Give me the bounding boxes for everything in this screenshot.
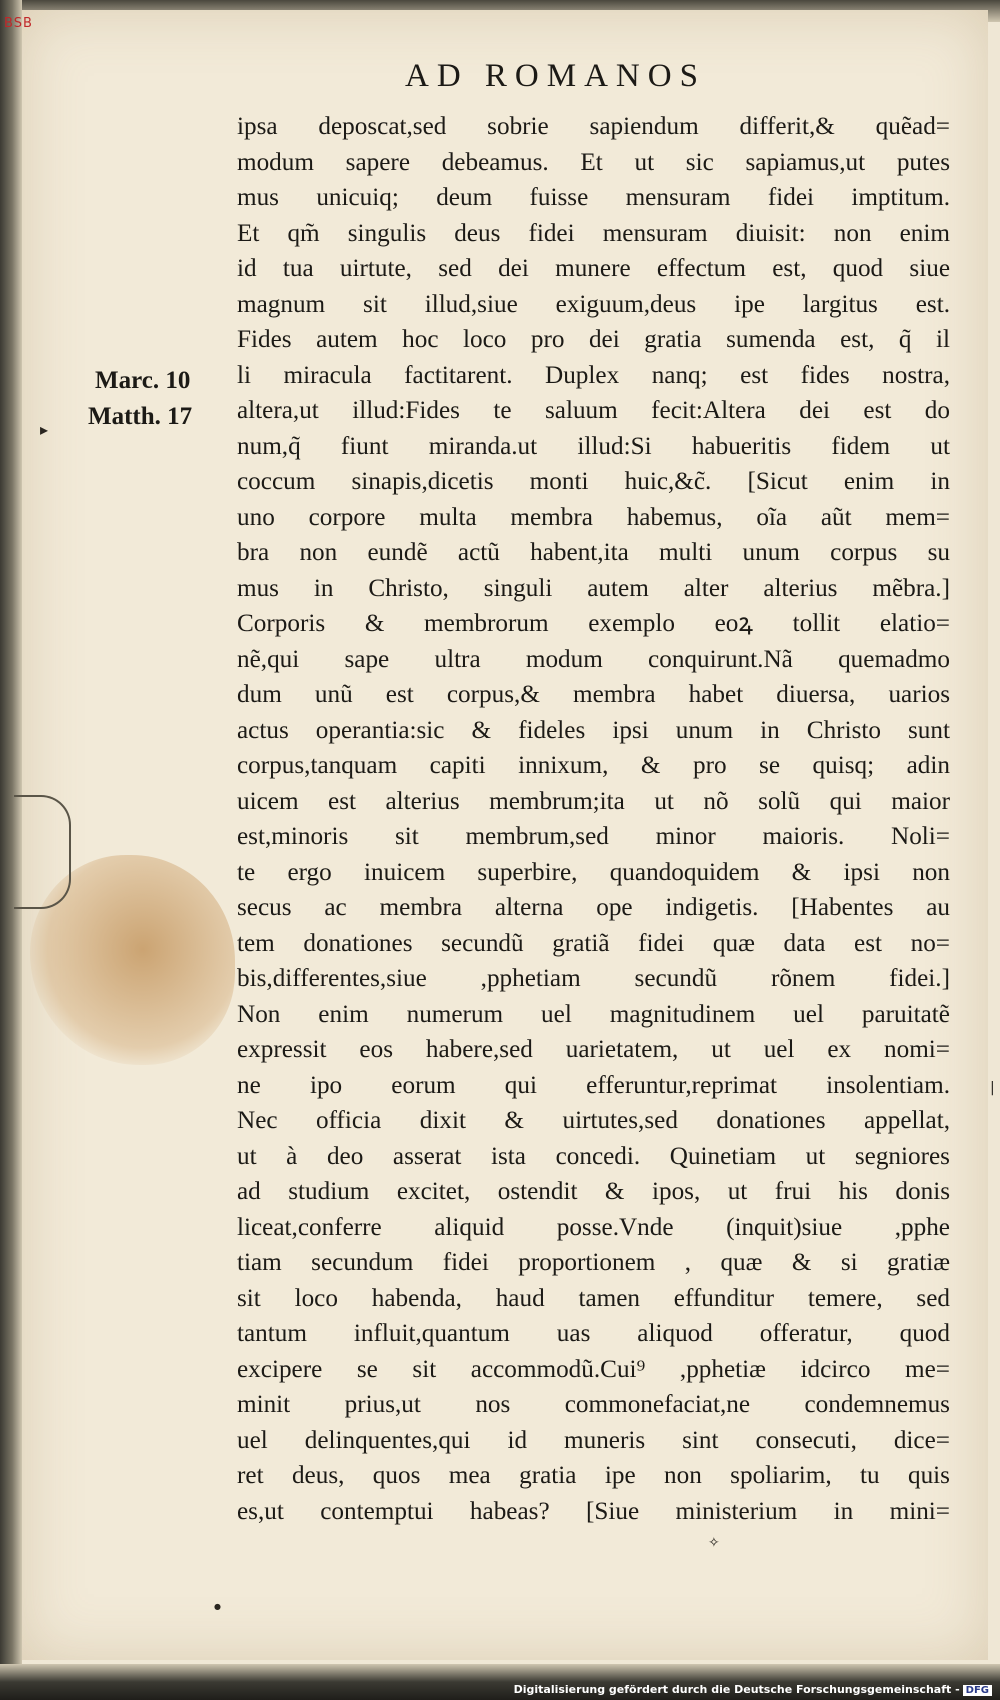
text-line: uel delinquentes,qui id muneris sint consecuti, dice= [237, 1426, 950, 1454]
text-line: Corporis & membrorum exemplo eoꝝ tollit elatio= [237, 610, 950, 637]
digitization-credit-text: Digitalisierung gefördert durch die Deutsche Forschungsgemeinschaft - [513, 1683, 960, 1696]
text-line: li miracula factitarent. Duplex nanq; est fides nostra, [237, 361, 950, 389]
text-line: ut à deo asserat ista concedi. Quinetiam ut segniores [237, 1142, 950, 1170]
text-line: te ergo inuicem superbire, quandoquidem & ipsi non [237, 858, 950, 886]
text-line: modum sapere debeamus. Et ut sic sapiamus,ut putes [237, 148, 950, 176]
text-line: tantum influit,quantum uas aliquod offeratur, quod [237, 1320, 950, 1347]
text-line: mus unicuiq; deum fuisse mensuram fidei imptitum. [237, 184, 950, 211]
text-line: nẽ,qui sape ultra modum conquirunt.Nã quemadmo [237, 645, 950, 673]
running-head: AD ROMANOS [405, 58, 706, 94]
bottom-speck: ✧ [708, 1535, 720, 1551]
library-mark: BSB [4, 16, 33, 31]
margin-note-marc: Marc. 10 [95, 367, 191, 394]
text-line: mus in Christo, singuli autem alter alterius mẽbra.] [237, 574, 950, 602]
text-line: id tua uirtute, sed dei munere effectum est, quod siue [237, 255, 950, 282]
text-line: num,q̃ fiunt miranda.ut illud:Si habueritis fidem ut [237, 432, 950, 460]
text-line: actus operantia:sic & fideles ipsi unum in Christo sunt [237, 716, 950, 744]
text-line: Et qm̃ singulis deus fidei mensuram diuisit: non enim [237, 219, 950, 247]
text-line: altera,ut illud:Fides te saluum fecit:Altera dei est do [237, 397, 950, 424]
text-line: Nec officia dixit & uirtutes,sed donationes appellat, [237, 1107, 950, 1134]
digitization-credit [514, 1683, 992, 1696]
text-line: uicem est alterius membrum;ita ut nõ solũ qui maior [237, 787, 950, 815]
dot-speck: ● [214, 1602, 221, 1611]
text-line: bis,differentes,siue ,pphetiam secundũ rõnem fidei.] [237, 965, 950, 992]
text-line: magnum sit illud,siue exiguum,deus ipe largitus est. [237, 290, 950, 318]
text-line: uno corpore multa membra habemus, oĩa aũt mem= [237, 503, 950, 531]
text-line: tiam secundum fidei proportionem , quæ & si gratiæ [237, 1249, 950, 1276]
margin-speck: ▸ [40, 420, 49, 439]
text-line: secus ac membra alterna ope indigetis. [Habentes au [237, 894, 950, 921]
text-line: Non enim numerum uel magnitudinem uel paruitatẽ [237, 1000, 950, 1028]
text-line: expressit eos habere,sed uarietatem, ut uel ex nomi= [237, 1036, 950, 1063]
text-line: dum unũ est corpus,& membra habet diuersa, uarios [237, 681, 950, 708]
text-line: coccum sinapis,dicetis monti huic,&c̃. [Sicut enim in [237, 468, 950, 495]
text-line: tem donationes secundũ gratiã fidei quæ data est no= [237, 929, 950, 957]
page-tab-outline [14, 795, 71, 909]
text-line: minit prius,ut nos commonefaciat,ne condemnemus [237, 1391, 950, 1418]
text-line: es,ut contemptui habeas? [Siue ministerium in mini= [237, 1497, 950, 1525]
text-line: ne ipo eorum qui efferuntur,reprimat insolentiam. [237, 1071, 950, 1099]
text-line: excipere se sit accommodũ.Cui⁹ ,pphetiæ idcirco me= [237, 1355, 950, 1383]
text-line: ret deus, quos mea gratia ipe non spoliarim, tu quis [237, 1462, 950, 1489]
text-line: est,minoris sit membrum,sed minor maioris. Noli= [237, 823, 950, 850]
text-line: ad studium excitet, ostendit & ipos, ut frui his donis [237, 1178, 950, 1205]
dfg-logo: DFG [963, 1685, 992, 1696]
right-edge-speck: | [990, 1080, 995, 1096]
main-text [237, 109, 950, 1529]
text-line: bra non eundẽ actũ habent,ita multi unum corpus su [237, 539, 950, 566]
text-line: corpus,tanquam capiti innixum, & pro se quisq; adin [237, 752, 950, 779]
text-line: ipsa deposcat,sed sobrie sapiendum differit,& quẽad= [237, 113, 950, 140]
text-line: liceat,conferre aliquid posse.Vnde (inquit)siue ,pphe [237, 1213, 950, 1241]
text-line: Fides autem hoc loco pro dei gratia sumenda est, q̃ il [237, 326, 950, 353]
text-line: sit loco habenda, haud tamen effunditur temere, sed [237, 1284, 950, 1312]
margin-note-matth: Matth. 17 [88, 403, 193, 430]
